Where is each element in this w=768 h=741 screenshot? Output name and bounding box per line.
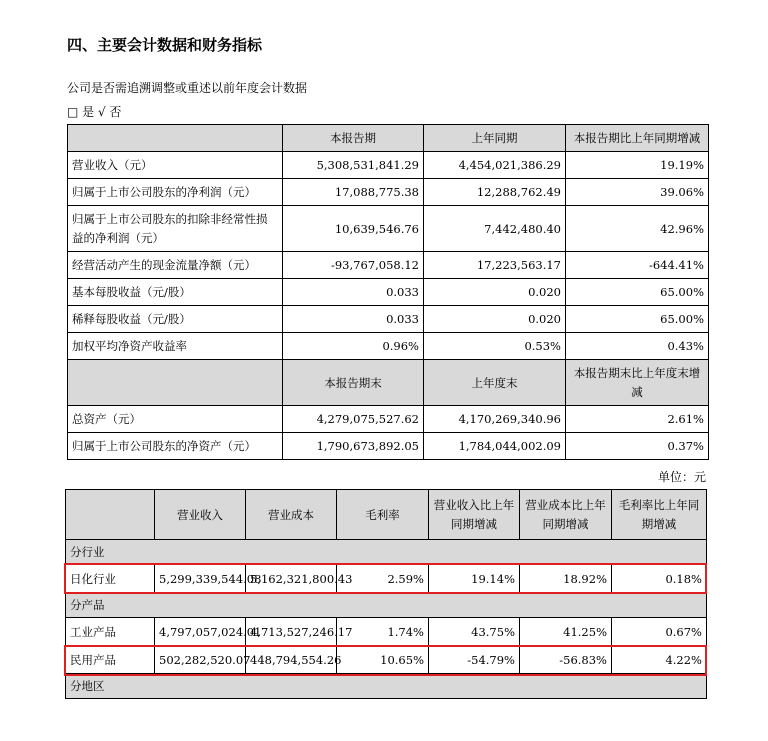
- header-cell: 本报告期末比上年度末增减: [566, 360, 709, 406]
- section-label-industry: 分行业: [66, 540, 707, 565]
- header-cell: 营业收入: [155, 490, 246, 540]
- header-cell: 上年度末: [424, 360, 566, 406]
- table-row: [66, 565, 707, 593]
- header-cell: 上年同期: [424, 125, 566, 152]
- cell-value: 19.14%: [429, 565, 520, 593]
- row-label: 工业产品: [66, 618, 155, 646]
- cell-value: 2.59%: [337, 565, 429, 593]
- header-cell: 营业成本比上年同期增减: [520, 490, 612, 540]
- table-row: [68, 433, 709, 460]
- cell-value: 5,308,531,841.29: [283, 152, 424, 179]
- row-label: 归属于上市公司股东的净资产（元）: [68, 433, 283, 460]
- cell-value: 5,162,321,800.43: [246, 565, 337, 593]
- cell-value: 65.00%: [566, 279, 709, 306]
- header-cell: 营业收入比上年同期增减: [429, 490, 520, 540]
- cell-value: 1,790,673,892.05: [283, 433, 424, 460]
- section-label-product: 分产品: [66, 593, 707, 618]
- table-row: [66, 618, 707, 646]
- table-row: [68, 206, 709, 252]
- cell-value: -56.83%: [520, 646, 612, 674]
- table-header-row: [66, 490, 707, 540]
- header-cell: [68, 360, 283, 406]
- cell-value: 4,170,269,340.96: [424, 406, 566, 433]
- row-label: 日化行业: [66, 565, 155, 593]
- cell-value: 1,784,044,002.09: [424, 433, 566, 460]
- table-row: [68, 179, 709, 206]
- section-row: [66, 540, 707, 565]
- header-cell: [66, 490, 155, 540]
- key-financials-table: [67, 124, 709, 460]
- cell-value: -644.41%: [566, 252, 709, 279]
- header-cell: 本报告期末: [283, 360, 424, 406]
- table-row: [68, 279, 709, 306]
- header-cell: 毛利率: [337, 490, 429, 540]
- row-label: 加权平均净资产收益率: [68, 333, 283, 360]
- table-row: [68, 333, 709, 360]
- table-row: [68, 252, 709, 279]
- cell-value: 39.06%: [566, 179, 709, 206]
- cell-value: 65.00%: [566, 306, 709, 333]
- cell-value: 17,088,775.38: [283, 179, 424, 206]
- cell-value: 4.22%: [612, 646, 707, 674]
- cell-value: 4,797,057,024.01: [155, 618, 246, 646]
- cell-value: 43.75%: [429, 618, 520, 646]
- cell-value: 5,299,339,544.08: [155, 565, 246, 593]
- table-header-row: [68, 360, 709, 406]
- cell-value: 12,288,762.49: [424, 179, 566, 206]
- row-label: 稀释每股收益（元/股）: [68, 306, 283, 333]
- section-label-region: 分地区: [66, 674, 707, 699]
- cell-value: 18.92%: [520, 565, 612, 593]
- restate-question: 公司是否需追溯调整或重述以前年度会计数据: [67, 81, 308, 95]
- cell-value: -54.79%: [429, 646, 520, 674]
- cell-value: 0.43%: [566, 333, 709, 360]
- section-row: [66, 593, 707, 618]
- cell-value: 2.61%: [566, 406, 709, 433]
- row-label: 经营活动产生的现金流量净额（元）: [68, 252, 283, 279]
- segment-revenue-table: [65, 489, 707, 699]
- table-header-row: [68, 125, 709, 152]
- restate-answer: □ 是 √ 否: [67, 105, 122, 119]
- row-label: 总资产（元）: [68, 406, 283, 433]
- header-cell: 毛利率比上年同期增减: [612, 490, 707, 540]
- cell-value: 448,794,554.26: [246, 646, 337, 674]
- cell-value: 4,454,021,386.29: [424, 152, 566, 179]
- row-label: 归属于上市公司股东的扣除非经常性损益的净利润（元）: [68, 206, 283, 252]
- cell-value: 1.74%: [337, 618, 429, 646]
- cell-value: 0.96%: [283, 333, 424, 360]
- header-cell: 本报告期: [283, 125, 424, 152]
- cell-value: 0.67%: [612, 618, 707, 646]
- header-cell: 营业成本: [246, 490, 337, 540]
- cell-value: 41.25%: [520, 618, 612, 646]
- cell-value: 10.65%: [337, 646, 429, 674]
- table-row: [68, 306, 709, 333]
- unit-label: 单位：元: [657, 470, 706, 484]
- table-row: [68, 406, 709, 433]
- cell-value: 0.033: [283, 306, 424, 333]
- row-label: 归属于上市公司股东的净利润（元）: [68, 179, 283, 206]
- table-row: [68, 152, 709, 179]
- cell-value: 0.37%: [566, 433, 709, 460]
- row-label: 民用产品: [66, 646, 155, 674]
- cell-value: 502,282,520.07: [155, 646, 246, 674]
- cell-value: 0.033: [283, 279, 424, 306]
- cell-value: 42.96%: [566, 206, 709, 252]
- cell-value: 7,442,480.40: [424, 206, 566, 252]
- cell-value: 0.020: [424, 306, 566, 333]
- cell-value: 0.53%: [424, 333, 566, 360]
- section-title: 四、主要会计数据和财务指标: [67, 36, 263, 54]
- header-cell: [68, 125, 283, 152]
- cell-value: -93,767,058.12: [283, 252, 424, 279]
- cell-value: 19.19%: [566, 152, 709, 179]
- cell-value: 0.020: [424, 279, 566, 306]
- row-label: 基本每股收益（元/股）: [68, 279, 283, 306]
- section-row: [66, 674, 707, 699]
- cell-value: 17,223,563.17: [424, 252, 566, 279]
- cell-value: 4,279,075,527.62: [283, 406, 424, 433]
- row-label: 营业收入（元）: [68, 152, 283, 179]
- cell-value: 10,639,546.76: [283, 206, 424, 252]
- cell-value: 4,713,527,246.17: [246, 618, 337, 646]
- cell-value: 0.18%: [612, 565, 707, 593]
- header-cell: 本报告期比上年同期增减: [566, 125, 709, 152]
- table-row: [66, 646, 707, 674]
